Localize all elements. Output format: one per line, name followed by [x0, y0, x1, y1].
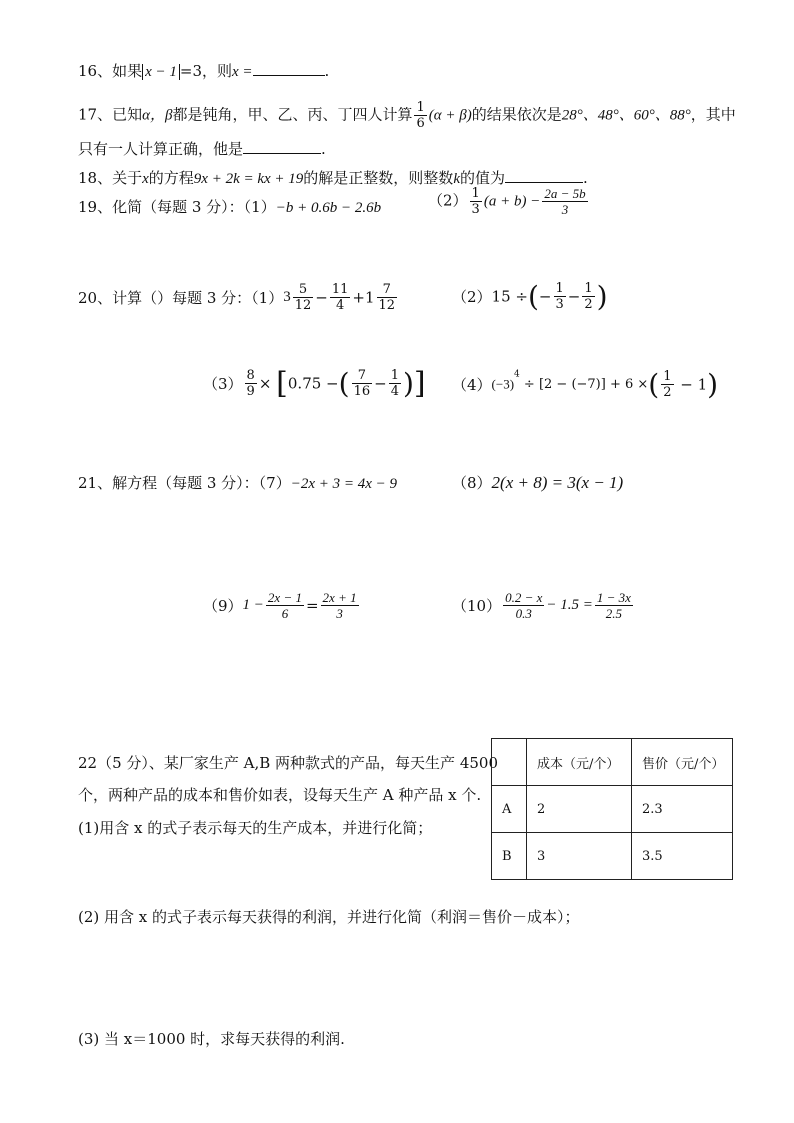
question-label: 20、计算（）每题 3 分：	[78, 289, 252, 307]
product-table	[491, 738, 733, 880]
question-number: 17、	[78, 105, 113, 124]
question-20-part2: （2）15 ÷(− $\frac{1}{3}$ − $\frac{1}{2}$ )	[452, 280, 608, 313]
question-21-part10: （10） $\frac{0.2 - x}{0.3}$ − 1.5 = $\frac{1 - 3x}{2.5}$	[452, 590, 631, 621]
equation: −2x + 3 = 4x − 9	[290, 476, 398, 492]
table-cell: 2	[527, 786, 632, 833]
answer-blank[interactable]	[253, 61, 325, 76]
fraction: $\frac{1}{2}$	[663, 369, 672, 400]
result-values: 28°、48°、60°、88°	[561, 107, 691, 124]
table-header-price: 售价（元/个）	[632, 739, 733, 786]
question-20-part3: （3） $\frac{8}{9}$ × [0.75 −( $\frac{7}{16}$ − $\frac{1}{4}$ )]	[203, 366, 426, 401]
table-cell	[492, 739, 527, 786]
table-cell: 3.5	[632, 833, 733, 880]
question-18: 18、关于x的方程9x + 2k = kx + 19的解是正整数，则整数k的值为 .	[78, 169, 588, 187]
absolute-value-expression: x − 1	[142, 64, 180, 80]
question-21: 21、解方程（每题 3 分）：（7）−2x + 3 = 4x − 9	[78, 474, 398, 492]
fraction: $\frac{1}{2}$	[584, 281, 593, 312]
table-cell: 2.3	[632, 786, 733, 833]
question-19-part2: （2） $\frac{1}{3}$ (a + b) − $\frac{2a - 5b}{3}$	[428, 186, 586, 217]
table-row	[492, 833, 733, 880]
question-22-sub2: (2) 用含 x 的式子表示每天获得的利润，并进行化简（利润＝售价－成本）；	[78, 908, 580, 926]
fraction: $\frac{11}{4}$	[331, 282, 349, 313]
question-22-line1: 22（5 分）、某厂家生产 A,B 两种款式的产品，每天生产 4500	[78, 754, 499, 772]
table-cell: 3	[527, 833, 632, 880]
answer-blank[interactable]	[243, 139, 321, 154]
fraction: $\frac{1 - 3x}{2.5}$	[596, 590, 631, 621]
question-22-line2: 个，两种产品的成本和售价如表，设每天生产 A 种产品 x 个.	[78, 786, 482, 804]
fraction: $\frac{1}{6}$	[416, 100, 425, 131]
question-number: 16、	[78, 62, 113, 80]
question-21-part8: （8）2(x + 8) = 3(x − 1)	[452, 473, 624, 492]
question-20: 20、计算（）每题 3 分：（1）3 $\frac{5}{12}$ − $\frac{11}{4}$ +1 $\frac{7}{12}$	[78, 282, 396, 313]
fraction: $\frac{1}{4}$	[390, 368, 399, 399]
fraction: $\frac{7}{16}$	[353, 368, 371, 399]
table-cell: B	[492, 833, 527, 880]
fraction: $\frac{1}{3}$	[471, 186, 480, 217]
fraction: $\frac{2x + 1}{3}$	[322, 590, 357, 621]
fraction: $\frac{2a - 5b}{3}$	[544, 186, 586, 217]
question-22-sub3: (3) 当 x＝1000 时，求每天获得的利润.	[78, 1030, 345, 1048]
answer-blank[interactable]	[505, 168, 583, 183]
fraction: $\frac{0.2 - x}{0.3}$	[505, 590, 543, 621]
fraction: $\frac{7}{12}$	[378, 282, 396, 313]
equation: 9x + 2k = kx + 19	[193, 171, 304, 187]
fraction: $\frac{2x - 1}{6}$	[267, 590, 302, 621]
question-16: 16、如果 x − 1 =3，则x = .	[78, 62, 330, 80]
question-17-line2: 只有一人计算正确，他是 .	[78, 140, 326, 158]
question-17: 17、已知α，β都是钝角，甲、乙、丙、丁四人计算 $\frac{1}{6}$ (α + β)的结果依次是28°、48°、60°、88°，其中	[78, 100, 736, 131]
question-19: 19、化简（每题 3 分）：（1）−b + 0.6b − 2.6b	[78, 198, 382, 216]
table-header-row	[492, 739, 733, 786]
fraction: $\frac{5}{12}$	[294, 282, 312, 313]
table-cell: A	[492, 786, 527, 833]
question-20-part4: $(4)(-3)^4 \div [2 - (-7)] + 6$ ×( $\frac{1}{2}$ − 1)	[452, 368, 719, 401]
question-label: 19、化简（每题 3 分）：	[78, 198, 244, 216]
fraction: $\frac{8}{9}$	[246, 368, 255, 399]
fraction: $\frac{1}{3}$	[555, 281, 564, 312]
question-22-sub1: (1)用含 x 的式子表示每天的生产成本，并进行化简；	[78, 819, 433, 837]
table-header-cost: 成本（元/个）	[527, 739, 632, 786]
question-number: 18、	[78, 169, 113, 187]
equation: 2(x + 8) = 3(x − 1)	[491, 473, 624, 492]
question-label: 21、解方程（每题 3 分）：	[78, 474, 259, 492]
table-row	[492, 786, 733, 833]
expression: −b + 0.6b − 2.6b	[275, 200, 382, 216]
question-21-part9: （9）1 − $\frac{2x - 1}{6}$ = $\frac{2x + 1}{3}$	[203, 590, 357, 621]
